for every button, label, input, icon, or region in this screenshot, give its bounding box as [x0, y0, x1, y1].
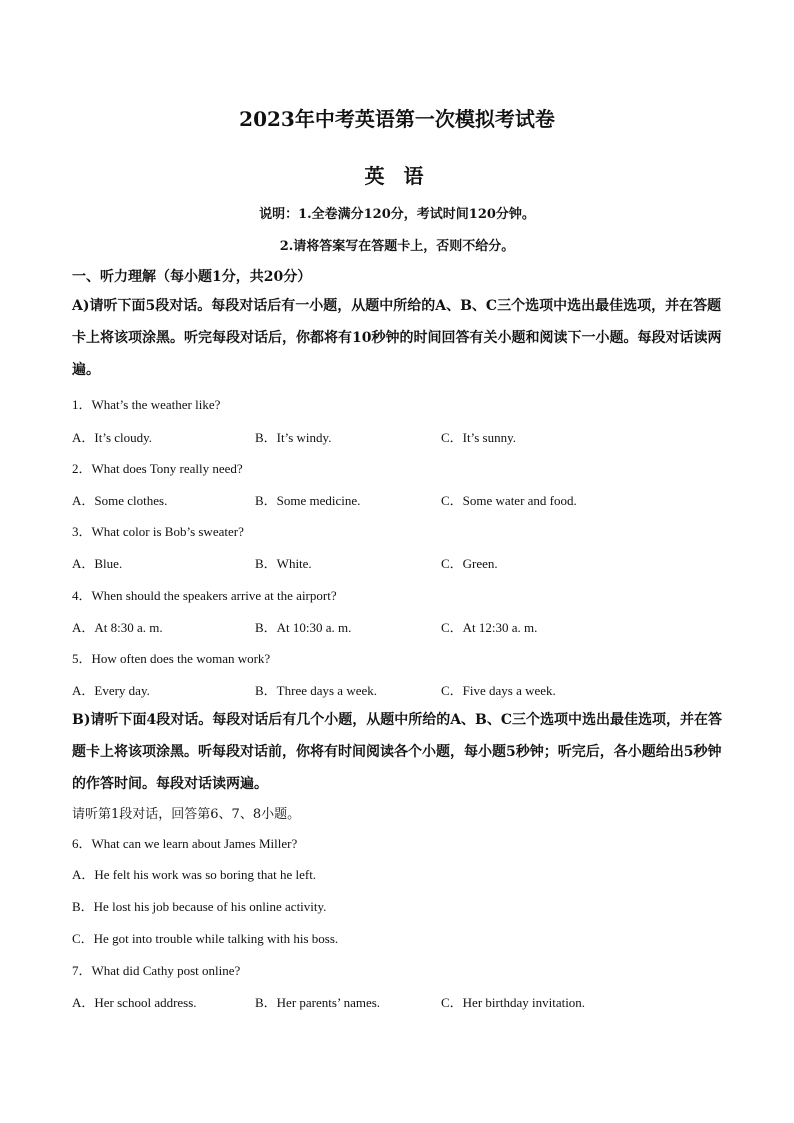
part-b-instructions: B)请听下面4段对话。每段对话后有几个小题，从题中所给的A、B、C三个选项中选出最佳选项，并在答题卡上将该项涂黑。听每段对话前，你将有时间阅读各个小题，每小题5秒钟；听完后，各小题给出5秒钟的作答时间。每段对话读两遍。: [72, 712, 723, 792]
question-2-option-b: B．Some medicine.: [255, 493, 361, 508]
question-2-option-a: A．Some clothes.: [72, 493, 168, 508]
question-7-option-a: A．Her school address.: [72, 995, 197, 1010]
question-5-stem: 5．How often does the woman work?: [72, 651, 271, 666]
dialog-1-note: 请听第1段对话，回答第6、7、8小题。: [72, 807, 301, 822]
question-3-option-b: B．White.: [255, 556, 312, 571]
question-6-option-a: A．He felt his work was so boring that he left.: [72, 867, 317, 882]
question-5-option-a: A．Every day.: [72, 683, 150, 698]
exam-title: 2023年中考英语第一次模拟考试卷: [239, 107, 555, 131]
question-3-option-c: C．Green.: [441, 556, 498, 571]
question-5-option-b: B．Three days a week.: [255, 683, 378, 698]
question-3-option-a: A．Blue.: [72, 556, 123, 571]
question-1-stem: 1．What’s the weather like?: [72, 397, 221, 412]
question-1-option-c: C．It’s sunny.: [441, 430, 516, 445]
question-1-option-a: A．It’s cloudy.: [72, 430, 153, 445]
section-heading-listening: 一、听力理解（每小题1分，共20分）: [72, 269, 312, 285]
question-1-option-b: B．It’s windy.: [255, 430, 332, 445]
instructions-line-2: 2.请将答案写在答题卡上，否则不给分。: [279, 239, 515, 254]
question-4-option-b: B．At 10:30 a. m.: [255, 620, 352, 635]
question-4-option-c: C．At 12:30 a. m.: [441, 620, 538, 635]
instructions-line-1: 说明：1.全卷满分120分，考试时间120分钟。: [259, 207, 535, 222]
question-2-stem: 2．What does Tony really need?: [72, 461, 243, 476]
question-2-option-c: C．Some water and food.: [441, 493, 577, 508]
question-6-option-c: C．He got into trouble while talking with his boss.: [72, 931, 339, 946]
question-6-option-b: B．He lost his job because of his online activity.: [72, 899, 327, 914]
question-7-stem: 7．What did Cathy post online?: [72, 963, 241, 978]
question-7-option-c: C．Her birthday invitation.: [441, 995, 586, 1010]
question-5-option-c: C．Five days a week.: [441, 683, 556, 698]
part-a-instructions: A)请听下面5段对话。每段对话后有一小题，从题中所给的A、B、C三个选项中选出最佳选项，并在答题卡上将该项涂黑。听完每段对话后，你都将有10秒钟的时间回答有关小题和阅读下一小题。每段对话读两遍。: [72, 298, 722, 378]
question-7-option-b: B．Her parents’ names.: [255, 995, 381, 1010]
subject-title: 英 语: [364, 164, 430, 188]
question-4-stem: 4．When should the speakers arrive at the airport?: [72, 588, 337, 603]
question-4-option-a: A．At 8:30 a. m.: [72, 620, 163, 635]
question-3-stem: 3．What color is Bob’s sweater?: [72, 524, 244, 539]
question-6-stem: 6．What can we learn about James Miller?: [72, 836, 298, 851]
